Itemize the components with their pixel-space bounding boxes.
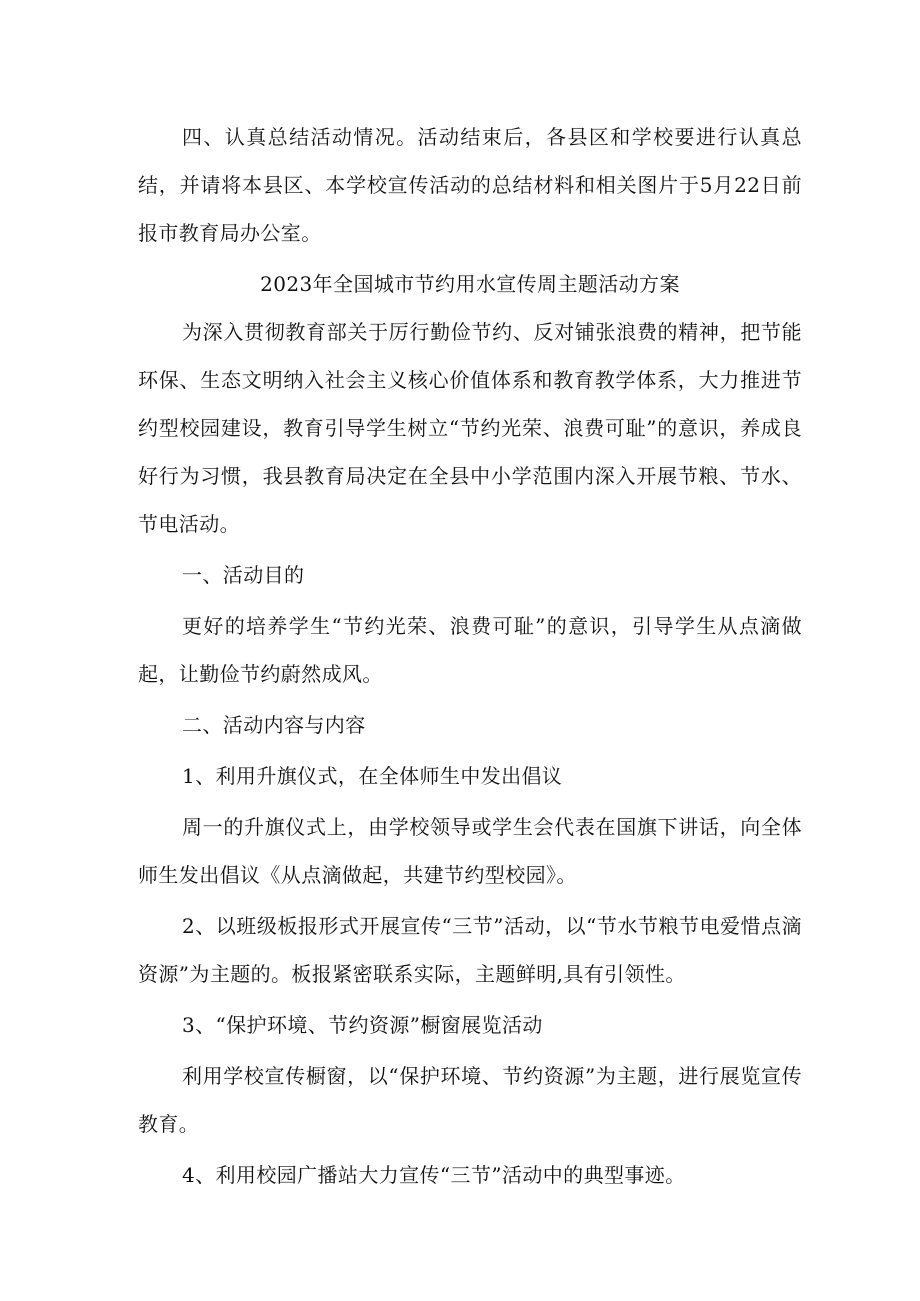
- section-heading-purpose: 一、活动目的: [182, 563, 305, 587]
- item-1-body: 周一的升旗仪式上，由学校领导或学生会代表在国旗下讲话，向全体师生发出倡议《从点滴做起，共建节约型校园》。: [138, 815, 802, 887]
- item-4: 4、利用校园广播站大力宣传“三节”活动中的典型事迹。: [182, 1163, 686, 1187]
- paragraph-intro: 为深入贯彻教育部关于厉行勤俭节约、反对铺张浪费的精神，把节能环保、生态文明纳入社会主义核心价值体系和教育教学体系，大力推进节约型校园建设，教育引导学生树立“节约光荣、浪费可耻”的意识，养成良好行为习惯，我县教育局决定在全县中小学范围内深入开展节粮、节水、节电活动。: [138, 320, 802, 536]
- paragraph-summary: 四、认真总结活动情况。活动结束后，各县区和学校要进行认真总结，并请将本县区、本学校宣传活动的总结材料和相关图片于5月22日前报市教育局办公室。: [138, 125, 802, 245]
- item-3-body: 利用学校宣传橱窗，以“保护环境、节约资源”为主题，进行展览宣传教育。: [138, 1064, 802, 1136]
- item-3-heading: 3、“保护环境、节约资源”橱窗展览活动: [182, 1013, 543, 1037]
- section-heading-content: 二、活动内容与内容: [182, 713, 366, 737]
- paragraph-purpose: 更好的培养学生“节约光荣、浪费可耻”的意识，引导学生从点滴做起，让勤俭节约蔚然成风。: [138, 614, 802, 686]
- item-2: 2、以班级板报形式开展宣传“三节”活动，以“节水节粮节电爱惜点滴资源”为主题的。板报紧密联系实际，主题鲜明,具有引领性。: [138, 914, 802, 986]
- item-1-heading: 1、利用升旗仪式，在全体师生中发出倡议: [182, 764, 563, 788]
- document-body: [138, 113, 802, 1199]
- document-title: 2023年全国城市节约用水宣传周主题活动方案: [260, 272, 680, 296]
